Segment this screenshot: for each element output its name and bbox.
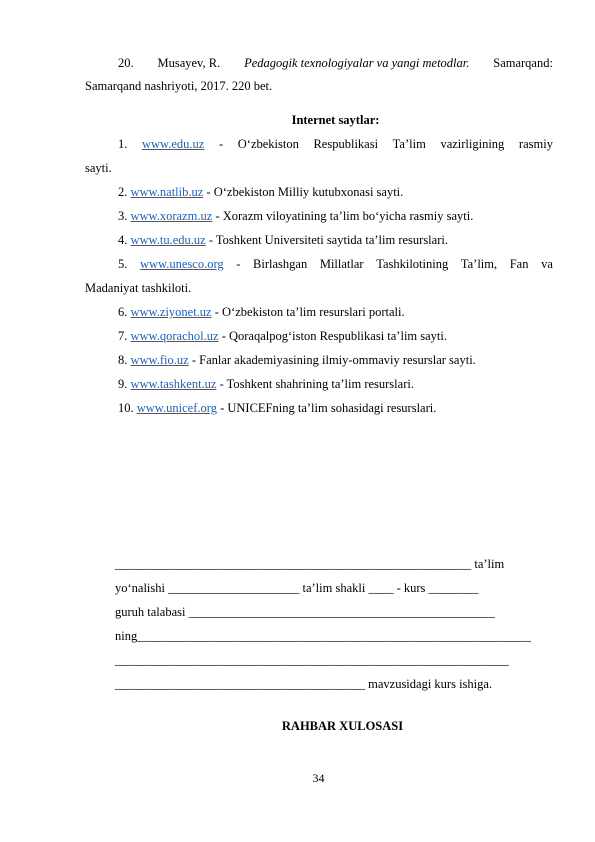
form-blank: _________________________________________________________ bbox=[115, 557, 472, 571]
form-line-5 bbox=[115, 652, 509, 668]
site-desc-word: vazirligining bbox=[440, 137, 505, 151]
site-desc-word: - bbox=[236, 257, 241, 271]
form-line-2 bbox=[115, 580, 479, 596]
form-label: - kurs bbox=[396, 581, 426, 595]
site-item-4 bbox=[118, 232, 448, 248]
site-link-fio[interactable]: www.fio.uz bbox=[130, 353, 189, 367]
form-line-4 bbox=[115, 628, 531, 644]
site-number: 6. bbox=[118, 305, 128, 319]
form-label: ta’lim shakli bbox=[302, 581, 366, 595]
form-blank: _________________________________________________ bbox=[188, 605, 495, 619]
site-link-unicef[interactable]: www.unicef.org bbox=[136, 401, 217, 415]
form-blank: _______________________________________________________________ bbox=[115, 653, 509, 667]
site-link-tu-edu[interactable]: www.tu.edu.uz bbox=[130, 233, 206, 247]
form-blank: ________ bbox=[428, 581, 479, 595]
site-item-8 bbox=[118, 352, 476, 368]
form-blank: _____________________ bbox=[168, 581, 300, 595]
reference-author: Musayev, R. bbox=[157, 56, 221, 70]
site-link-xorazm[interactable]: www.xorazm.uz bbox=[130, 209, 213, 223]
reference-title: Pedagogik texnologiyalar va yangi metodlar. bbox=[244, 56, 470, 70]
reference-20-line2: Samarqand nashriyoti, 2017. 220 bet. bbox=[85, 79, 273, 93]
site-desc-word: Ta’lim, bbox=[460, 257, 498, 271]
site-number: 10. bbox=[118, 401, 134, 415]
site-link-unesco[interactable]: www.unesco.org bbox=[139, 257, 224, 271]
site-desc-word: rasmiy bbox=[518, 137, 553, 151]
site-item-1 bbox=[118, 136, 553, 152]
site-item-1-continuation: sayti. bbox=[85, 161, 112, 175]
site-link-tashkent[interactable]: www.tashkent.uz bbox=[130, 377, 217, 391]
form-line-6 bbox=[115, 676, 492, 692]
internet-sites-heading: Internet saytlar: bbox=[291, 113, 380, 127]
form-line-1 bbox=[115, 556, 504, 572]
site-desc-word: Tashkilotining bbox=[376, 257, 449, 271]
site-description: - Toshkent shahrining ta’lim resurslari. bbox=[219, 377, 414, 391]
site-desc-word: O‘zbekiston bbox=[237, 137, 299, 151]
reference-20-line1 bbox=[118, 55, 553, 71]
site-desc-word: Ta’lim bbox=[392, 137, 426, 151]
site-item-5-continuation: Madaniyat tashkiloti. bbox=[85, 281, 192, 295]
form-label: ta’lim bbox=[474, 557, 505, 571]
site-description: - Qoraqalpog‘iston Respublikasi ta’lim sayti. bbox=[221, 329, 447, 343]
reference-number: 20. bbox=[118, 56, 134, 70]
site-description: - Xorazm viloyatining ta’lim bo‘yicha rasmiy sayti. bbox=[215, 209, 474, 223]
form-blank: ________________________________________ bbox=[115, 677, 365, 691]
form-label: mavzusidagi kurs ishiga. bbox=[368, 677, 493, 691]
site-desc-word: Birlashgan bbox=[253, 257, 308, 271]
site-desc-word: - bbox=[218, 137, 224, 151]
site-item-3 bbox=[118, 208, 473, 224]
site-link-natlib[interactable]: www.natlib.uz bbox=[130, 185, 204, 199]
site-description: - O‘zbekiston ta’lim resurslari portali. bbox=[214, 305, 405, 319]
site-description: - Toshkent Universiteti saytida ta’lim resurslari. bbox=[208, 233, 448, 247]
site-desc-word: va bbox=[541, 257, 553, 271]
site-number: 8. bbox=[118, 353, 128, 367]
page-number: 34 bbox=[312, 771, 325, 785]
form-blank: ____ bbox=[368, 581, 394, 595]
site-number: 1. bbox=[118, 137, 128, 151]
site-item-10 bbox=[118, 400, 436, 416]
site-number: 7. bbox=[118, 329, 128, 343]
site-item-9 bbox=[118, 376, 414, 392]
site-link-ziyonet[interactable]: www.ziyonet.uz bbox=[130, 305, 212, 319]
site-number: 2. bbox=[118, 185, 128, 199]
site-item-5 bbox=[118, 256, 553, 272]
site-description: - UNICEFning ta’lim sohasidagi resurslari. bbox=[220, 401, 437, 415]
site-item-6 bbox=[118, 304, 405, 320]
site-link-qorachol[interactable]: www.qorachol.uz bbox=[130, 329, 219, 343]
form-label: yo‘nalishi bbox=[115, 581, 165, 595]
site-desc-word: Millatlar bbox=[319, 257, 364, 271]
reference-place: Samarqand: bbox=[493, 56, 553, 70]
form-label: guruh talabasi bbox=[115, 605, 186, 619]
site-desc-word: Respublikasi bbox=[313, 137, 379, 151]
form-blank: _______________________________________________________________ bbox=[137, 629, 531, 643]
rahbar-xulosasi-heading: RAHBAR XULOSASI bbox=[281, 719, 404, 733]
form-line-3 bbox=[115, 604, 495, 620]
site-number: 5. bbox=[118, 257, 128, 271]
site-number: 3. bbox=[118, 209, 128, 223]
site-number: 4. bbox=[118, 233, 128, 247]
site-desc-word: Fan bbox=[509, 257, 529, 271]
form-label: ning bbox=[115, 629, 138, 643]
site-description: - O‘zbekiston Milliy kutubxonasi sayti. bbox=[206, 185, 404, 199]
site-number: 9. bbox=[118, 377, 128, 391]
site-item-7 bbox=[118, 328, 447, 344]
site-link-edu[interactable]: www.edu.uz bbox=[141, 137, 205, 151]
site-item-2 bbox=[118, 184, 403, 200]
site-description: - Fanlar akademiyasining ilmiy-ommaviy resurslar sayti. bbox=[191, 353, 476, 367]
